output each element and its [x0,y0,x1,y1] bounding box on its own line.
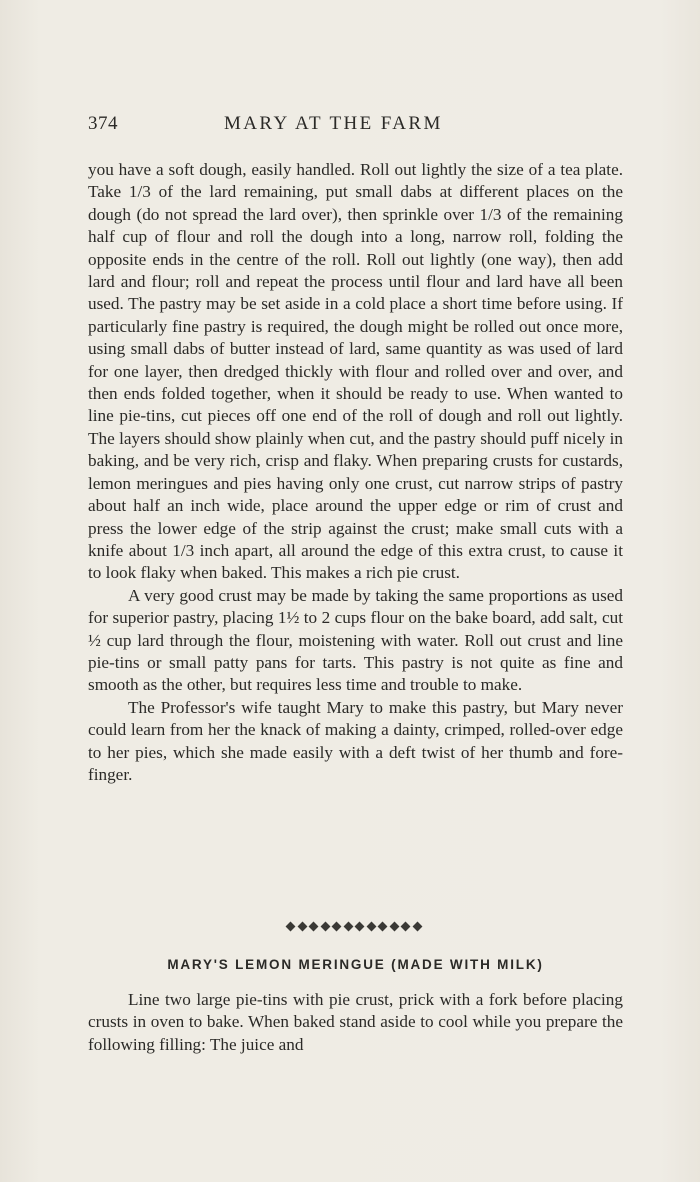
diamond-ornament-icon [355,921,365,931]
diamond-ornament-icon [297,921,307,931]
diamond-ornament-icon [401,921,411,931]
paragraph: you have a soft dough, easily handled. Roll out lightly the size of a tea plate. Take 1/3 of the lard remaining, put small dabs at different places on the dough (do not spread the lard over), then sprinkle over 1/3 of the remaining half cup of flour and roll the dough into a long, narrow roll, folding the opposite ends in the centre of the roll. Roll out lightly (one way), then add lard and flour; roll and repeat the process until flour and lard have all been used. The pastry may be set aside in a cold place a short time before using. If particularly fine pastry is required, the dough might be rolled out once more, using small dabs of butter instead of lard, same quantity as was used of lard for one layer, then dredged thickly with flour and rolled over and over, and then ends folded together, when it should be ready to use. When wanted to line pie-tins, cut pieces off one end of the roll of dough and roll out lightly. The layers should show plainly when cut, and the pastry should puff nicely in baking, and be very rich, crisp and flaky. When preparing crusts for custards, lemon meringues and pies having only one crust, cut narrow strips of pastry about half an inch wide, place around the upper edge or rim of crust and press the lower edge of the strip against the crust; make small cuts with a knife about 1/3 inch apart, all around the edge of this extra crust, to cause it to look flaky when baked. This makes a rich pie crust. [88,160,623,583]
running-head: MARY AT THE FARM [224,113,443,134]
ornament-divider [287,918,421,934]
diamond-ornament-icon [366,921,376,931]
paragraph: A very good crust may be made by taking the same proportions as used for superior pastry, placing 1½ to 2 cups flour on the bake board, add salt, cut ½ cup lard through the flour, moistening with water. Roll out crust and line pie-tins or small patty pans for tarts. This pastry is not quite as fine and smooth as the other, but requires less time and trouble to make. [88,585,623,695]
section-heading: MARY'S LEMON MERINGUE (MADE WITH MILK) [167,957,544,972]
page-number: 374 [88,113,118,134]
diamond-ornament-icon [343,921,353,931]
diamond-ornament-icon [412,921,422,931]
diamond-ornament-icon [389,921,399,931]
paragraph: Line two large pie-tins with pie crust, prick with a fork before placing crusts in oven to bake. When baked stand aside to cool while you prepare the following filling: The juice and [88,990,623,1054]
paragraph: The Professor's wife taught Mary to make this pastry, but Mary never could learn from her the knack of making a dainty, crimped, rolled-over edge to her pies, which she made easily with a deft twist of her thumb and fore-finger. [88,697,623,784]
diamond-ornament-icon [309,921,319,931]
section-text [88,989,623,1056]
diamond-ornament-icon [378,921,388,931]
diamond-ornament-icon [320,921,330,931]
body-text [88,159,623,786]
diamond-ornament-icon [332,921,342,931]
page-header [88,113,624,139]
diamond-ornament-icon [286,921,296,931]
